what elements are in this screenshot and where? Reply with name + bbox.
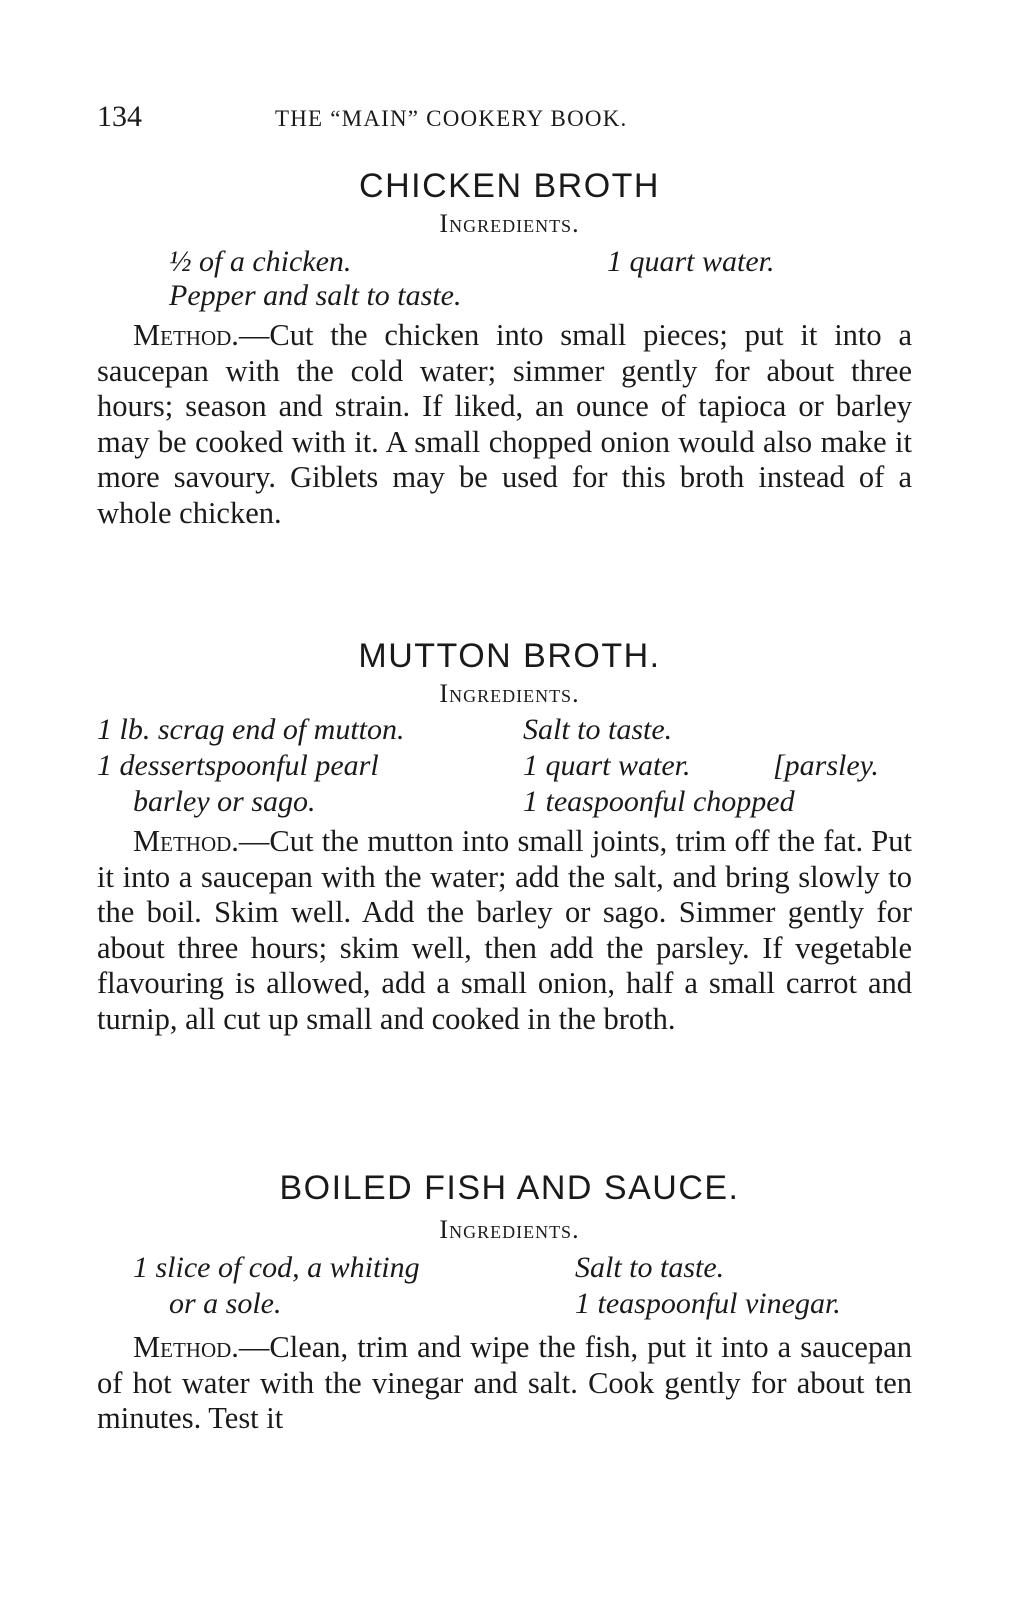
method-paragraph — [97, 1330, 912, 1437]
ingredient-item: 1 slice of cod, a whiting — [133, 1251, 420, 1284]
ingredient-item: barley or sago. — [133, 785, 316, 818]
recipe-title: MUTTON BROTH. — [358, 637, 661, 675]
method-text: —Cut the chicken into small pieces; put it into a saucepan with the cold water; simmer gently for about three hours; season and strain. If liked, an ounce of tapioca or barley may be cooked with it. A small chopped onion would also make it more savoury. Giblets may be used for this broth instead of a whole chicken. — [97, 318, 912, 530]
ingredients-list — [97, 242, 912, 318]
ingredient-item: [parsley. — [773, 749, 879, 782]
ingredient-item: 1 quart water. — [607, 245, 775, 278]
method-text: —Cut the mutton into small joints, trim off the fat. Put it into a saucepan with the water; add the salt, and bring slowly to the boil. Skim well. Add the barley or sago. Simmer gently for about three hours; skim well, then add the parsley. If vegetable flavouring is allowed, add a small onion, half a small carrot and turnip, all cut up small and cooked in the broth. — [97, 824, 912, 1036]
method-paragraph — [97, 318, 912, 532]
method-text: —Clean, trim and wipe the fish, put it into a saucepan of hot water with the vinegar and salt. Cook gently for about ten minutes. Test it — [97, 1330, 912, 1436]
ingredients-heading: Ingredients. — [439, 209, 580, 238]
method-paragraph — [97, 824, 912, 1038]
ingredients-heading: Ingredients. — [439, 679, 580, 708]
ingredients-list — [97, 1248, 912, 1330]
ingredient-item: 1 dessertspoonful pearl — [97, 749, 379, 782]
recipe-boiled-fish — [97, 1168, 912, 1437]
method-label: Method. — [133, 824, 239, 858]
method-label: Method. — [133, 1330, 239, 1364]
ingredient-item: 1 quart water. — [523, 749, 691, 782]
recipe-mutton-broth — [97, 636, 912, 1038]
method-label: Method. — [133, 318, 239, 352]
ingredient-item: Salt to taste. — [523, 713, 673, 746]
ingredient-item: 1 lb. scrag end of mutton. — [97, 713, 405, 746]
recipe-chicken-broth — [97, 166, 912, 532]
page-number: 134 — [97, 100, 142, 133]
book-title: THE “MAIN” COOKERY BOOK. — [275, 106, 628, 131]
ingredient-item: Pepper and salt to taste. — [169, 279, 462, 312]
ingredient-item: 1 teaspoonful vinegar. — [575, 1287, 841, 1320]
recipe-title: BOILED FISH AND SAUCE. — [279, 1169, 740, 1207]
ingredient-item: or a sole. — [169, 1287, 282, 1320]
ingredient-item: ½ of a chicken. — [169, 245, 352, 278]
ingredients-list — [97, 712, 912, 824]
ingredient-item: 1 teaspoonful chopped — [523, 785, 795, 818]
ingredient-item: Salt to taste. — [575, 1251, 725, 1284]
recipe-title: CHICKEN BROTH — [359, 167, 660, 205]
running-head — [97, 100, 912, 140]
ingredients-heading: Ingredients. — [439, 1215, 580, 1244]
